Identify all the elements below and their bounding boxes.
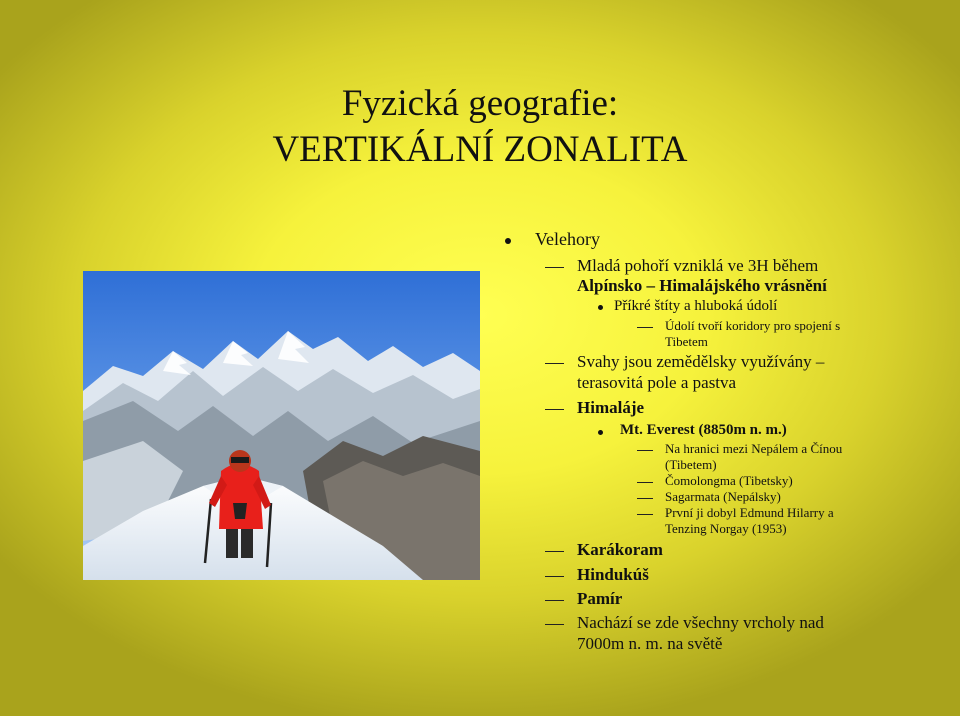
text-comolongma: Čomolongma (Tibetsky) xyxy=(665,473,793,488)
dash-marker xyxy=(545,267,564,268)
slide-title-line1: Fyzická geografie: xyxy=(341,83,619,124)
bullet-velehory: Velehory xyxy=(535,229,600,249)
mountain-photo-illustration xyxy=(83,271,480,580)
text-prvni-line2: Tenzing Norgay (1953) xyxy=(665,521,787,536)
dash-marker xyxy=(545,409,564,410)
text-everest: Mt. Everest (8850m n. m.) xyxy=(620,422,787,438)
text-sagarmata: Sagarmata (Nepálsky) xyxy=(665,489,781,504)
text-hranici-line2: (Tibetem) xyxy=(665,457,717,472)
dash-marker xyxy=(637,514,653,515)
mountain-climber-photo xyxy=(83,271,480,580)
text-nachazi-line2: 7000m n. m. na světě xyxy=(577,634,723,653)
text-pamir: Pamír xyxy=(577,589,623,608)
text-nachazi-line1: Nachází se zde všechny vrcholy nad xyxy=(577,613,824,632)
dash-marker xyxy=(545,551,564,552)
dash-marker xyxy=(545,363,564,364)
text-himalaje: Himaláje xyxy=(577,398,645,417)
dash-marker xyxy=(637,482,653,483)
text-mlada-line2: Alpínsko – Himalájského vrásnění xyxy=(577,276,827,295)
text-udoli-line2: Tibetem xyxy=(665,334,708,349)
text-prikre: Příkré štíty a hluboká údolí xyxy=(614,298,778,314)
dash-marker xyxy=(545,624,564,625)
text-mlada-line1: Mladá pohoří vzniklá ve 3H během xyxy=(577,256,819,275)
bullet-dot xyxy=(505,238,511,244)
dash-marker xyxy=(545,600,564,601)
slide-title-line2: VERTIKÁLNÍ ZONALITA xyxy=(272,129,688,170)
text-svahy-line2: terasovitá pole a pastva xyxy=(577,373,737,392)
text-hranici-line1: Na hranici mezi Nepálem a Čínou xyxy=(665,441,843,456)
dash-marker xyxy=(637,327,653,328)
bullet-dot xyxy=(598,430,603,435)
text-prvni-line1: První ji dobyl Edmund Hilarry a xyxy=(665,505,834,520)
text-udoli-line1: Údolí tvoří koridory pro spojení s xyxy=(665,318,841,333)
dash-marker xyxy=(637,498,653,499)
dash-marker xyxy=(545,576,564,577)
text-hindukus: Hindukúš xyxy=(577,565,649,584)
dash-marker xyxy=(637,450,653,451)
text-svahy-line1: Svahy jsou zemědělsky využívány – xyxy=(577,352,825,371)
bullet-dot xyxy=(598,305,603,310)
text-karakoram: Karákoram xyxy=(577,540,663,559)
